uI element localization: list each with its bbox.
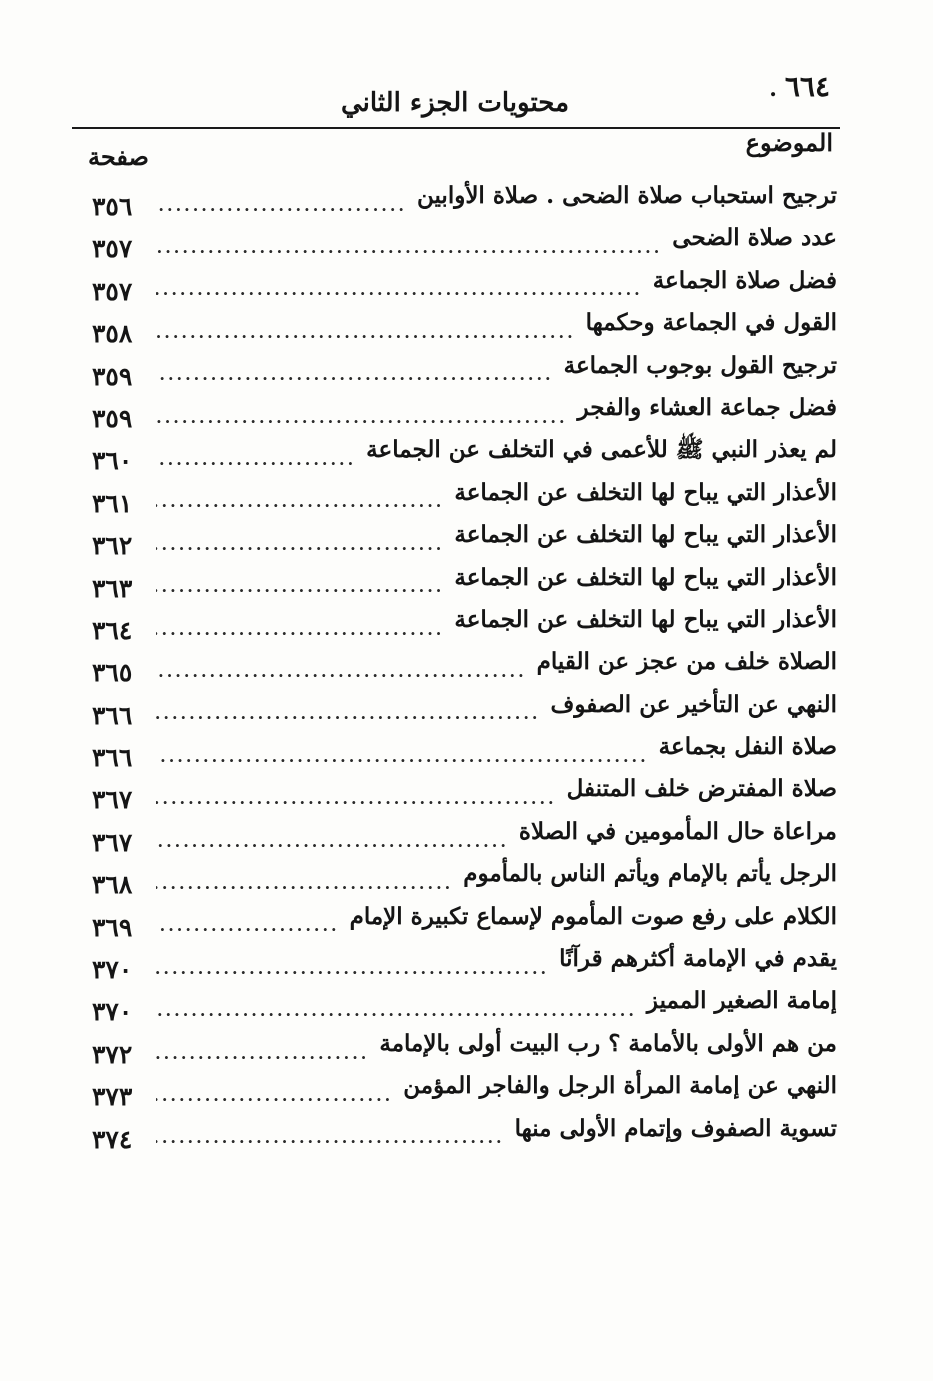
dot-leader bbox=[156, 920, 344, 939]
page-number-separator: . bbox=[769, 76, 777, 102]
toc-entry bbox=[92, 1028, 837, 1070]
dot-leader bbox=[156, 963, 553, 982]
toc-entry bbox=[92, 858, 837, 900]
toc-entry-title: صلاة النفل بجماعة bbox=[658, 733, 837, 761]
toc-entry-page: ٣٥٩ bbox=[92, 403, 133, 433]
toc-entry bbox=[92, 816, 837, 858]
toc-entry bbox=[92, 434, 837, 476]
toc-entry-page: ٣٧٢ bbox=[92, 1039, 133, 1069]
toc-entry bbox=[92, 1070, 837, 1112]
table-of-contents bbox=[92, 180, 837, 1155]
toc-entry bbox=[92, 562, 837, 604]
page-column-label: صفحة bbox=[88, 142, 149, 171]
dot-leader bbox=[156, 1005, 641, 1024]
dot-leader bbox=[156, 581, 448, 600]
toc-entry bbox=[92, 180, 837, 222]
toc-entry-page: ٣٥٧ bbox=[92, 276, 133, 306]
toc-entry bbox=[92, 519, 837, 561]
toc-entry-page: ٣٧٠ bbox=[92, 955, 133, 985]
toc-entry bbox=[92, 350, 837, 392]
toc-entry-page: ٣٧٠ bbox=[92, 997, 133, 1027]
toc-entry-title: النهي عن التأخير عن الصفوف bbox=[550, 690, 837, 718]
toc-entry bbox=[92, 392, 837, 434]
header-rule bbox=[72, 127, 840, 129]
page-header bbox=[70, 70, 840, 130]
toc-entry-title: ترجيح استحباب صلاة الضحى . صلاة الأوابين bbox=[416, 182, 837, 209]
toc-entry bbox=[92, 773, 837, 815]
dot-leader bbox=[156, 539, 448, 558]
toc-entry-page: ٣٥٧ bbox=[92, 234, 133, 264]
toc-entry-page: ٣٦٠ bbox=[92, 446, 133, 476]
toc-entry-title: صلاة المفترض خلف المتنفل bbox=[566, 775, 837, 803]
dot-leader bbox=[156, 327, 580, 346]
toc-entry bbox=[92, 1113, 837, 1155]
topic-column-label: الموضوع bbox=[745, 128, 833, 157]
dot-leader bbox=[156, 1132, 509, 1151]
toc-entry-page: ٣٦٧ bbox=[92, 785, 133, 815]
toc-entry-title: الأعذار التي يباح لها التخلف عن الجماعة bbox=[454, 521, 837, 549]
toc-entry bbox=[92, 307, 837, 349]
toc-entry-title: يقدم في الإمامة أكثرهم قرآنًا bbox=[559, 945, 837, 973]
toc-entry bbox=[92, 985, 837, 1027]
dot-leader bbox=[156, 793, 561, 812]
toc-entry-title: الكلام على رفع صوت المأموم لإسماع تكبيرة الإمام bbox=[349, 902, 837, 930]
toc-entry-title: القول في الجماعة وحكمها bbox=[585, 309, 837, 337]
toc-entry-title: لم يعذر النبي ﷺ للأعمى في التخلف عن الجماعة bbox=[366, 436, 837, 464]
dot-leader bbox=[156, 878, 457, 897]
toc-entry-title: ترجيح القول بوجوب الجماعة bbox=[563, 351, 837, 379]
dot-leader bbox=[156, 1090, 397, 1109]
toc-entry-title: من هم الأولى بالأمامة ؟ رب البيت أولى بالإمامة bbox=[379, 1029, 837, 1057]
toc-entry-title: الصلاة خلف من عجز عن القيام bbox=[536, 648, 837, 676]
toc-entry-page: ٣٦٨ bbox=[92, 870, 133, 900]
toc-entry bbox=[92, 901, 837, 943]
toc-entry bbox=[92, 943, 837, 985]
toc-entry-title: الرجل يأتم بالإمام ويأتم الناس بالمأموم bbox=[463, 860, 837, 888]
toc-entry bbox=[92, 222, 837, 264]
toc-entry-page: ٣٦٦ bbox=[92, 700, 133, 730]
dot-leader bbox=[156, 624, 448, 643]
toc-entry-title: الأعذار التي يباح لها التخلف عن الجماعة bbox=[454, 478, 837, 506]
toc-entry-title: الأعذار التي يباح لها التخلف عن الجماعة bbox=[454, 605, 837, 633]
toc-entry-title: مراعاة حال المأمومين في الصلاة bbox=[518, 817, 837, 845]
dot-leader bbox=[156, 751, 653, 770]
toc-entry-page: ٣٥٩ bbox=[92, 361, 133, 391]
toc-entry-title: إمامة الصغير المميز bbox=[646, 987, 837, 1015]
toc-entry-title: فضل جماعة العشاء والفجر bbox=[577, 393, 837, 421]
toc-entry-page: ٣٦١ bbox=[92, 488, 133, 518]
toc-entry-page: ٣٧٤ bbox=[92, 1124, 133, 1154]
dot-leader bbox=[156, 454, 360, 473]
dot-leader bbox=[156, 284, 647, 303]
dot-leader bbox=[156, 200, 411, 219]
toc-entry-page: ٣٦٦ bbox=[92, 743, 133, 773]
toc-entry bbox=[92, 646, 837, 688]
toc-entry-page: ٣٦٥ bbox=[92, 658, 133, 688]
toc-entry-title: النهي عن إمامة المرأة الرجل والفاجر المؤمن bbox=[403, 1072, 837, 1100]
toc-entry-title: فضل صلاة الجماعة bbox=[652, 266, 837, 294]
dot-leader bbox=[156, 496, 448, 515]
dot-leader bbox=[156, 666, 531, 685]
running-title: محتويات الجزء الثاني bbox=[340, 88, 570, 118]
dot-leader bbox=[156, 369, 558, 388]
dot-leader bbox=[156, 1048, 373, 1067]
dot-leader bbox=[156, 242, 666, 261]
toc-entry bbox=[92, 731, 837, 773]
toc-entry-page: ٣٥٦ bbox=[92, 192, 133, 221]
toc-entry-page: ٣٦٤ bbox=[92, 615, 133, 645]
toc-entry-title: تسوية الصفوف وإتمام الأولى منها bbox=[514, 1114, 837, 1142]
dot-leader bbox=[156, 836, 513, 855]
toc-entry-title: الأعذار التي يباح لها التخلف عن الجماعة bbox=[454, 563, 837, 591]
toc-entry-page: ٣٦٧ bbox=[92, 827, 133, 857]
dot-leader bbox=[156, 412, 572, 431]
toc-entry-title: عدد صلاة الضحى bbox=[672, 224, 837, 252]
toc-entry-page: ٣٦٩ bbox=[92, 912, 133, 942]
toc-entry bbox=[92, 265, 837, 307]
toc-entry-page: ٣٦٣ bbox=[92, 573, 133, 603]
toc-entry-page: ٣٦٢ bbox=[92, 531, 133, 561]
toc-entry bbox=[92, 604, 837, 646]
toc-entry bbox=[92, 477, 837, 519]
page-number-value: ٦٦٤ bbox=[784, 70, 830, 103]
toc-entry-page: ٣٥٨ bbox=[92, 319, 133, 349]
toc-entry bbox=[92, 689, 837, 731]
dot-leader bbox=[156, 708, 544, 727]
toc-entry-page: ٣٧٣ bbox=[92, 1082, 133, 1112]
